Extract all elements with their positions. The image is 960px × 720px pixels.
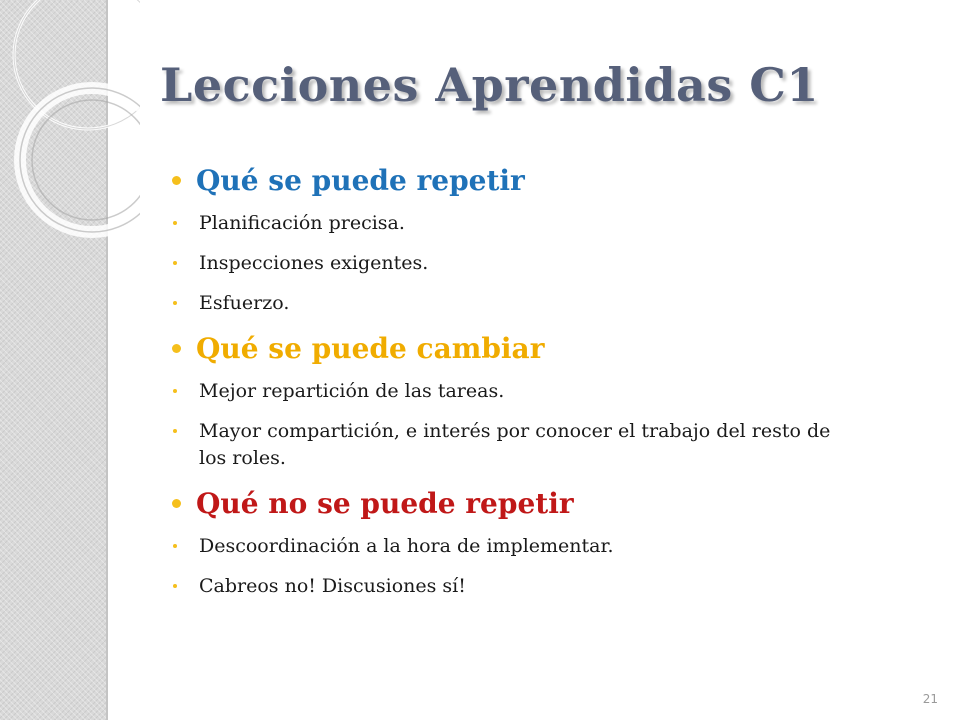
list-item [168,210,858,237]
list-item-text: Esfuerzo. [199,292,290,314]
slide-content [168,162,858,613]
list-item [168,533,858,560]
bullet-icon [172,344,181,353]
bullet-icon [173,301,177,305]
list-item [168,378,858,405]
bullet-icon [172,499,181,508]
list-item-text: Mayor compartición, e interés por conocer el trabajo del resto de los roles. [199,420,831,469]
list-item [168,290,858,317]
list-item [168,573,858,600]
section-heading-repeat [168,162,858,200]
section-heading-label: Qué se puede cambiar [196,332,545,365]
bullet-icon [173,389,177,393]
section-heading-no-repeat [168,485,858,523]
decorative-circles [0,0,140,240]
slide-title: Lecciones Aprendidas C1 [160,58,819,112]
bullet-icon [173,584,177,588]
page-number: 21 [922,692,938,706]
list-item-text: Cabreos no! Discusiones sí! [199,575,466,597]
bullet-icon [173,544,177,548]
list-item-text: Inspecciones exigentes. [199,252,429,274]
list-item-text: Descoordinación a la hora de implementar. [199,535,614,557]
bullet-icon [173,221,177,225]
bullet-icon [172,176,181,185]
bullet-icon [173,261,177,265]
list-item-text: Mejor repartición de las tareas. [199,380,505,402]
section-heading-label: Qué no se puede repetir [196,487,574,520]
section-heading-label: Qué se puede repetir [196,164,525,197]
section-heading-change [168,330,858,368]
bullet-icon [173,429,177,433]
list-item [168,418,858,472]
list-item [168,250,858,277]
list-item-text: Planificación precisa. [199,212,405,234]
